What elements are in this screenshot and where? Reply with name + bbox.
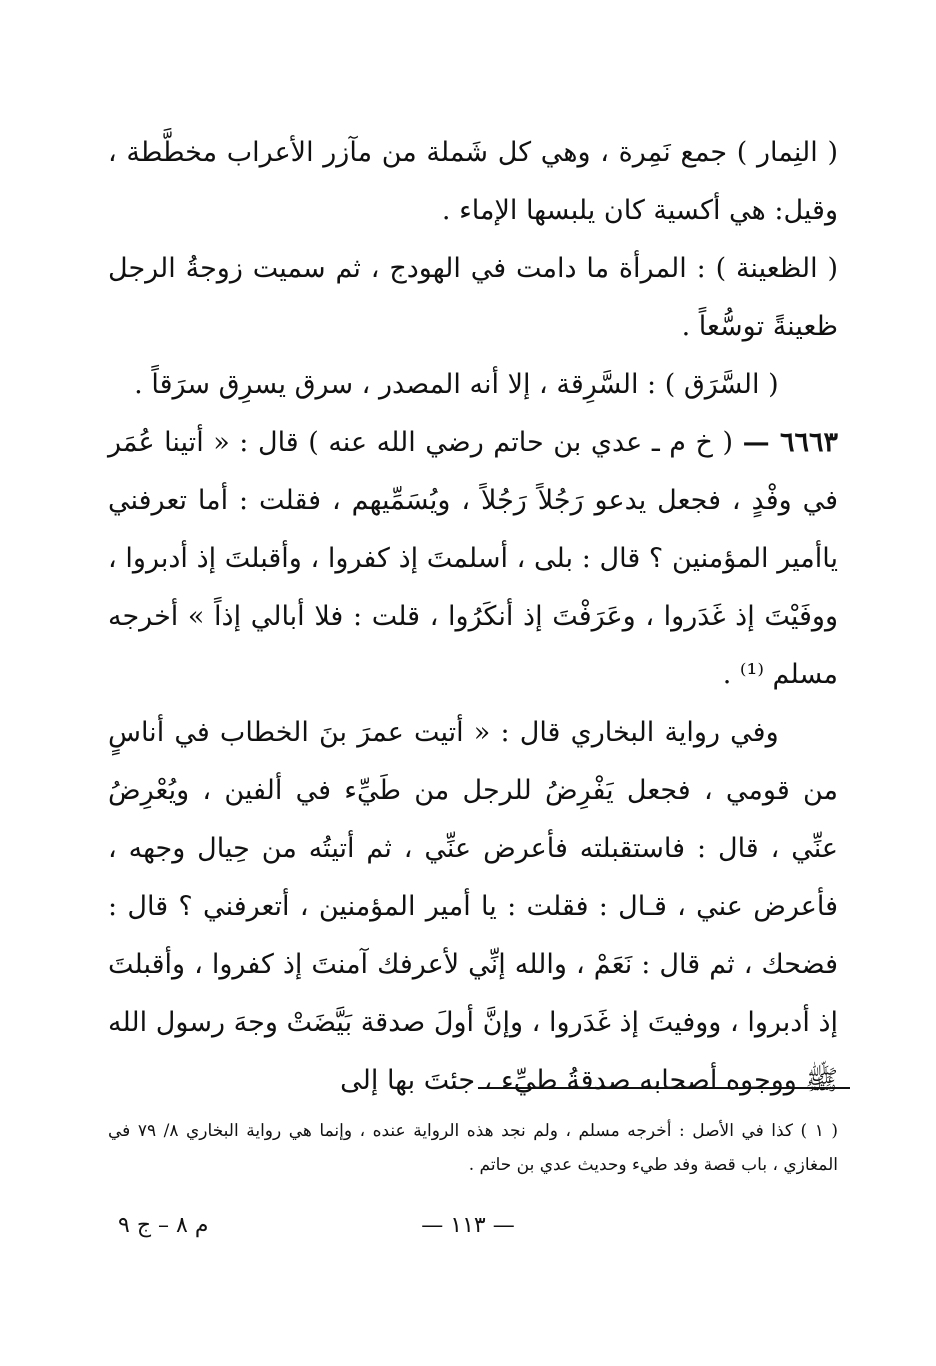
paragraph-nimar: ( النِمار ) جمع نَمِرة ، وهي كل شَملة من مآزر الأعراب مخطَّطة ، وقيل: هي أكسية كان يلبسها الإماء . — [108, 137, 838, 226]
paragraph-saraq: ( السَّرَق ) : السَّرِقة ، إلا أنه المصدر ، سرق يسرِق سرَقاً . — [134, 369, 779, 400]
footnote-divider — [478, 1087, 850, 1089]
paragraph-hadith — [108, 414, 838, 704]
hadith-number: ٦٦٦٣ — — [742, 427, 838, 458]
printer-signature: م ٨ – ج ٩ — [118, 1213, 209, 1238]
hadith-text: ( خ م ـ عدي بن حاتم رضي الله عنه ) قال : « أتينا عُمَر في وفْدٍ ، فجعل يدعو رَجُلاً رَجُلاً ، ويُسَمِّيهم ، فقلت : أما تعرفني ياأمير المؤمنين ؟ قال : بلى ، أسلمتَ إذ كفروا ، وأقبلتَ إذ أدبروا ، ووفَيْتَ إذ غَدَروا ، وعَرَفْتَ إذ أنكَرُوا ، قلت : فلا أبالي إذاً » أخرجه مسلم ⁽¹⁾ . — [108, 427, 838, 690]
page-number: — ١١٣ — — [421, 1213, 515, 1238]
footnote — [108, 1114, 838, 1182]
paragraph-bukhari: وفي رواية البخاري قال : « أتيت عمرَ بنَ الخطاب في أناسٍ من قومي ، فجعل يَفْرِضُ للرجل من طَيِّء في ألفين ، ويُعْرِضُ عنِّي ، قال : فاستقبلته فأعرض عنِّي ، ثم أتيتُه من حِيال وجهه ، فأعرض عني ، قـال : فقلت : يا أمير المؤمنين ، أتعرفني ؟ قال : فضحك ، ثم قال : نَعَمْ ، والله إنِّي لأعرفك آمنتَ إذ كفروا ، وأقبلتَ إذ أدبروا ، ووفيتَ إذ غَدَروا ، وإنَّ أولَ صدقة بَيَّضَتْ وجهَ رسول الله ﷺ ووجوه أصحابه صدقةُ طيِّء ، جئتَ بها إلى — [108, 717, 838, 1096]
footnote-text: ( ١ ) كذا في الأصل : أخرجه مسلم ، ولم نجد هذه الرواية عنده ، وإنما هي رواية البخاري ٨/ ٧٩ في المغازي ، باب قصة وفد طيء وحديث عدي بن حاتم . — [108, 1121, 838, 1175]
paragraph-zaina: ( الظعينة ) : المرأة ما دامت في الهودج ، ثم سميت زوجةُ الرجل ظعينةً توسُّعاً . — [108, 253, 838, 342]
main-text — [108, 124, 838, 1110]
